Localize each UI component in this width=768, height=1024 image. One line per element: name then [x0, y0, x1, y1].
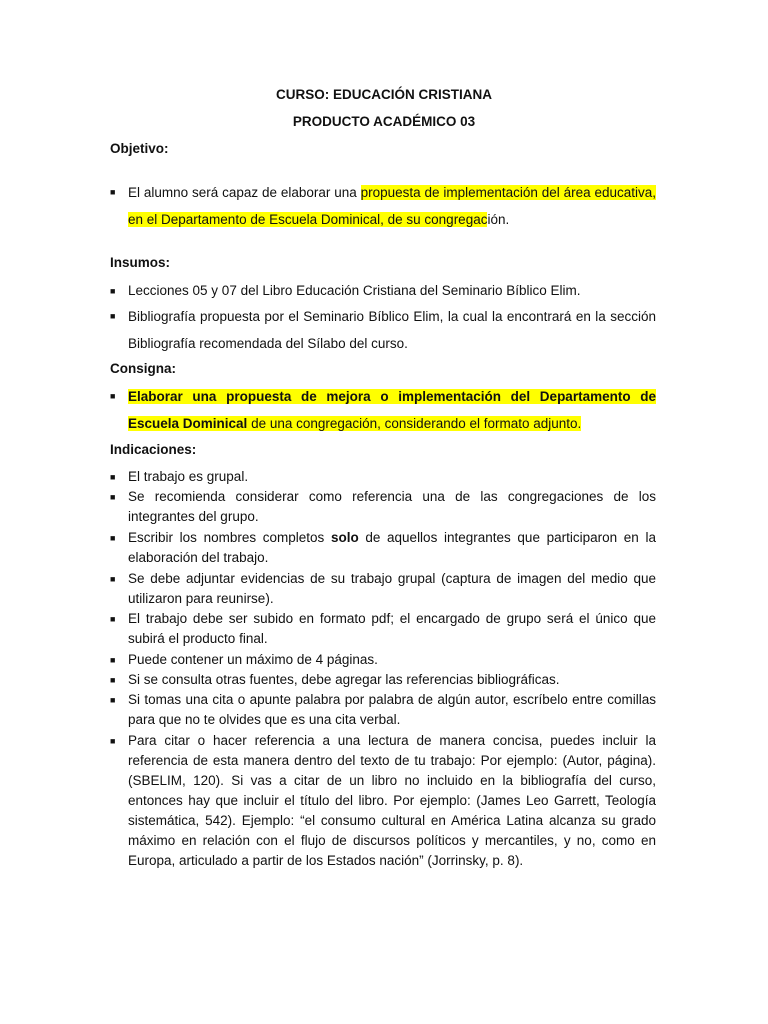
- objetivo-text-highlight: propuesta de implementación del área educativa, en el Departamento de Escuela Dominical, de su congregac: [128, 185, 656, 227]
- bullet-icon: ■: [110, 614, 116, 624]
- objetivo-text-post: ión.: [487, 212, 510, 227]
- list-item: ■ Si tomas una cita o apunte palabra por palabra de algún autor, escríbelo entre comillas para que no te olvides que es una cita verbal.: [110, 692, 656, 727]
- bullet-icon: ■: [110, 695, 116, 705]
- consigna-item: [110, 383, 656, 437]
- bullet-icon: ■: [110, 574, 116, 584]
- bullet-icon: ■: [110, 736, 116, 746]
- consigna-heading: Consigna:: [110, 361, 176, 376]
- bullet-icon: ■: [110, 311, 116, 321]
- list-item: ■ Para citar o hacer referencia a una lectura de manera concisa, puedes incluir la referencia de esta manera dentro del texto de tu trabajo: Por ejemplo: (Autor, página). (SBELIM, 120). Si vas a citar de un libro no incluido en la bibliografía del curso, entonces hay que incluir el título del libro. Por ejemplo: (James Leo Garrett, Teología sistemática, 542). Ejemplo: “el consumo cultural en América Latina alcanza su grado máximo en relación con el flujo de discursos políticos y mercantiles, y no, como en Europa, articulado a partir de los Estados nación” (Jorrinsky, p. 8).: [110, 733, 656, 868]
- list-item: ■ Escribir los nombres completos solo de aquellos integrantes que participaron en la elaboración del trabajo.: [110, 530, 656, 565]
- list-item: ■ Si se consulta otras fuentes, debe agregar las referencias bibliográficas.: [110, 670, 656, 690]
- consigna-text-rest: de una congregación, considerando el formato adjunto.: [247, 416, 582, 431]
- bullet-icon: ■: [110, 675, 116, 685]
- consigna-text-bold: Elaborar una propuesta de mejora o implementación del Departamento de Escuela Dominical: [128, 389, 656, 431]
- bullet-icon: ■: [110, 286, 116, 296]
- insumos-heading: Insumos:: [110, 255, 171, 270]
- indicaciones-heading: Indicaciones:: [110, 442, 197, 457]
- list-item: ■ Puede contener un máximo de 4 páginas.: [110, 650, 656, 670]
- list-item: ■ Bibliografía propuesta por el Seminario Bíblico Elim, la cual la encontrará en la sección Bibliografía recomendada del Sílabo del curso.: [110, 303, 656, 357]
- list-item: ■ El trabajo es grupal.: [110, 467, 656, 487]
- bullet-icon: ■: [110, 391, 116, 401]
- list-item: ■ El trabajo debe ser subido en formato pdf; el encargado de grupo será el único que subirá el producto final.: [110, 611, 656, 646]
- list-item: ■ Se recomienda considerar como referencia una de las congregaciones de los integrantes del grupo.: [110, 489, 656, 524]
- list-item: ■ Lecciones 05 y 07 del Libro Educación Cristiana del Seminario Bíblico Elim.: [110, 281, 656, 301]
- list-item: ■ Se debe adjuntar evidencias de su trabajo grupal (captura de imagen del medio que utilizaron para reunirse).: [110, 571, 656, 606]
- product-title: PRODUCTO ACADÉMICO 03: [292, 114, 476, 129]
- objetivo-heading: Objetivo:: [110, 141, 169, 156]
- objetivo-text-pre: El alumno será capaz de elaborar una: [128, 185, 361, 200]
- bullet-icon: ■: [110, 187, 116, 197]
- bullet-icon: ■: [110, 492, 116, 502]
- bullet-icon: ■: [110, 472, 116, 482]
- bullet-icon: ■: [110, 655, 116, 665]
- course-title: CURSO: EDUCACIÓN CRISTIANA: [276, 87, 492, 102]
- objetivo-item: [110, 179, 656, 233]
- bullet-icon: ■: [110, 533, 116, 543]
